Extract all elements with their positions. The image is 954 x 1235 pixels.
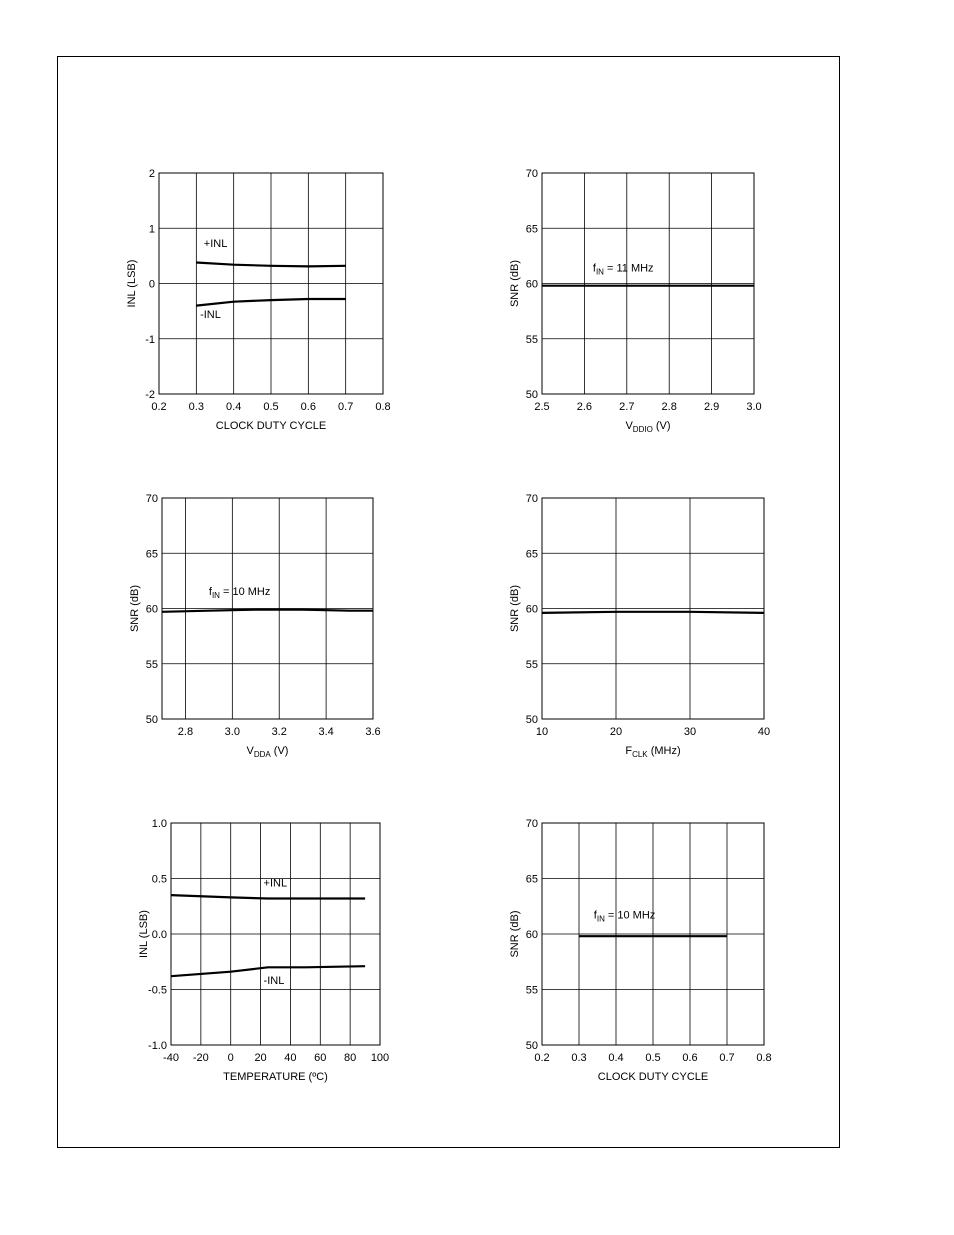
chart-1 <box>126 168 391 432</box>
y-tick-label: -0.5 <box>148 984 167 997</box>
series-annotation: -INL <box>200 308 221 321</box>
y-tick-label: 2 <box>148 168 155 180</box>
x-axis-label: $V_{DDA}$ (V) <box>246 745 289 759</box>
x-tick-label: 20 <box>254 1052 267 1064</box>
y-tick-label: 70 <box>525 818 538 830</box>
y-tick-label: -1 <box>145 333 155 346</box>
series-annotation: $f_{IN} = 11$ MHz <box>592 262 654 277</box>
y-tick-label: 60 <box>525 603 538 616</box>
x-tick-label: 0 <box>227 1052 234 1064</box>
y-axis-label: INL (LSB) <box>126 259 138 308</box>
y-tick-label: 0.0 <box>151 929 167 941</box>
y-tick-label: 55 <box>525 333 538 346</box>
y-tick-label: 50 <box>145 714 158 726</box>
x-tick-label: 60 <box>314 1052 327 1064</box>
series-annotation: $f_{IN} = 10$ MHz <box>208 586 271 601</box>
y-tick-label: 65 <box>525 873 538 886</box>
x-tick-label: 0.6 <box>682 1052 698 1064</box>
x-tick-label: 10 <box>535 726 549 738</box>
x-tick-label: 0.4 <box>608 1052 624 1064</box>
y-tick-label: 60 <box>145 603 158 616</box>
x-tick-label: 3.4 <box>318 726 334 738</box>
y-tick-label: 65 <box>525 548 538 561</box>
x-tick-label: 0.4 <box>226 401 242 413</box>
x-tick-label: 0.8 <box>375 401 391 413</box>
y-tick-label: 0 <box>148 278 155 291</box>
series-annotation: $f_{IN} = 10$ MHz <box>593 909 656 924</box>
x-tick-label: 0.5 <box>645 1052 661 1064</box>
x-tick-label: 80 <box>344 1052 357 1064</box>
x-tick-label: 0.3 <box>571 1052 587 1064</box>
y-tick-label: 65 <box>525 223 538 236</box>
x-tick-label: 0.2 <box>534 1052 550 1064</box>
x-tick-label: 0.3 <box>188 401 204 413</box>
y-tick-label: 1 <box>148 223 155 236</box>
y-tick-label: 55 <box>525 658 538 671</box>
x-tick-label: 0.2 <box>151 401 167 413</box>
x-tick-label: 2.8 <box>177 726 194 738</box>
y-tick-label: 55 <box>525 984 538 997</box>
series-line-1 <box>542 612 764 613</box>
x-tick-label: 0.5 <box>263 401 279 413</box>
y-tick-label: 1.0 <box>151 818 167 830</box>
x-tick-label: -40 <box>163 1052 179 1064</box>
x-tick-label: 3.2 <box>271 726 287 738</box>
y-tick-label: -1.0 <box>148 1040 167 1052</box>
x-tick-label: 2.5 <box>534 401 550 413</box>
y-axis-label: SNR (dB) <box>509 259 521 308</box>
x-tick-label: 40 <box>757 726 771 738</box>
chart-5 <box>138 818 389 1083</box>
y-tick-label: 70 <box>145 493 158 505</box>
chart-4 <box>509 493 770 759</box>
x-tick-label: 30 <box>683 726 697 738</box>
x-tick-label: 0.7 <box>338 401 354 413</box>
x-axis-label: $V_{DDIO}$ (V) <box>625 420 671 434</box>
x-tick-label: 0.8 <box>756 1052 772 1064</box>
chart-3 <box>129 493 381 759</box>
x-axis-label: CLOCK DUTY CYCLE <box>215 420 327 432</box>
x-tick-label: 0.7 <box>719 1052 735 1064</box>
x-tick-label: 100 <box>370 1052 390 1064</box>
x-tick-label: 40 <box>284 1052 297 1064</box>
series-line-1 <box>162 610 373 612</box>
series-annotation: +INL <box>203 238 228 251</box>
x-tick-label: 2.9 <box>703 401 720 413</box>
y-tick-label: 70 <box>525 493 538 505</box>
x-tick-label: 0.6 <box>300 401 316 413</box>
series-annotation: +INL <box>263 877 288 890</box>
y-axis-label: SNR (dB) <box>509 584 521 633</box>
chart-2 <box>509 168 762 434</box>
chart-6 <box>509 818 772 1083</box>
y-axis-label: SNR (dB) <box>129 584 141 633</box>
x-tick-label: 3.6 <box>365 726 381 738</box>
x-tick-label: 3.0 <box>224 726 240 738</box>
y-tick-label: 50 <box>525 389 538 401</box>
x-tick-label: -20 <box>192 1052 209 1064</box>
y-tick-label: 60 <box>525 929 538 941</box>
y-tick-label: 70 <box>525 168 538 180</box>
y-tick-label: -2 <box>145 389 155 401</box>
y-tick-label: 50 <box>525 1040 538 1052</box>
x-tick-label: 3.0 <box>746 401 762 413</box>
y-tick-label: 65 <box>145 548 158 561</box>
series-annotation: -INL <box>263 974 285 987</box>
y-axis-label: INL (LSB) <box>138 910 150 958</box>
x-axis-label: CLOCK DUTY CYCLE <box>597 1071 709 1083</box>
x-tick-label: 2.7 <box>619 401 635 413</box>
x-tick-label: 20 <box>609 726 623 738</box>
y-tick-label: 60 <box>525 278 538 291</box>
series-line-1 <box>171 895 365 898</box>
y-axis-label: SNR (dB) <box>509 910 521 958</box>
x-tick-label: 2.6 <box>576 401 593 413</box>
x-axis-label: $F_{CLK}$ (MHz) <box>625 745 681 759</box>
x-axis-label: TEMPERATURE (ºC) <box>223 1071 328 1083</box>
y-tick-label: 0.5 <box>151 873 167 886</box>
y-tick-label: 50 <box>525 714 538 726</box>
y-tick-label: 55 <box>145 658 158 671</box>
x-tick-label: 2.8 <box>661 401 677 413</box>
